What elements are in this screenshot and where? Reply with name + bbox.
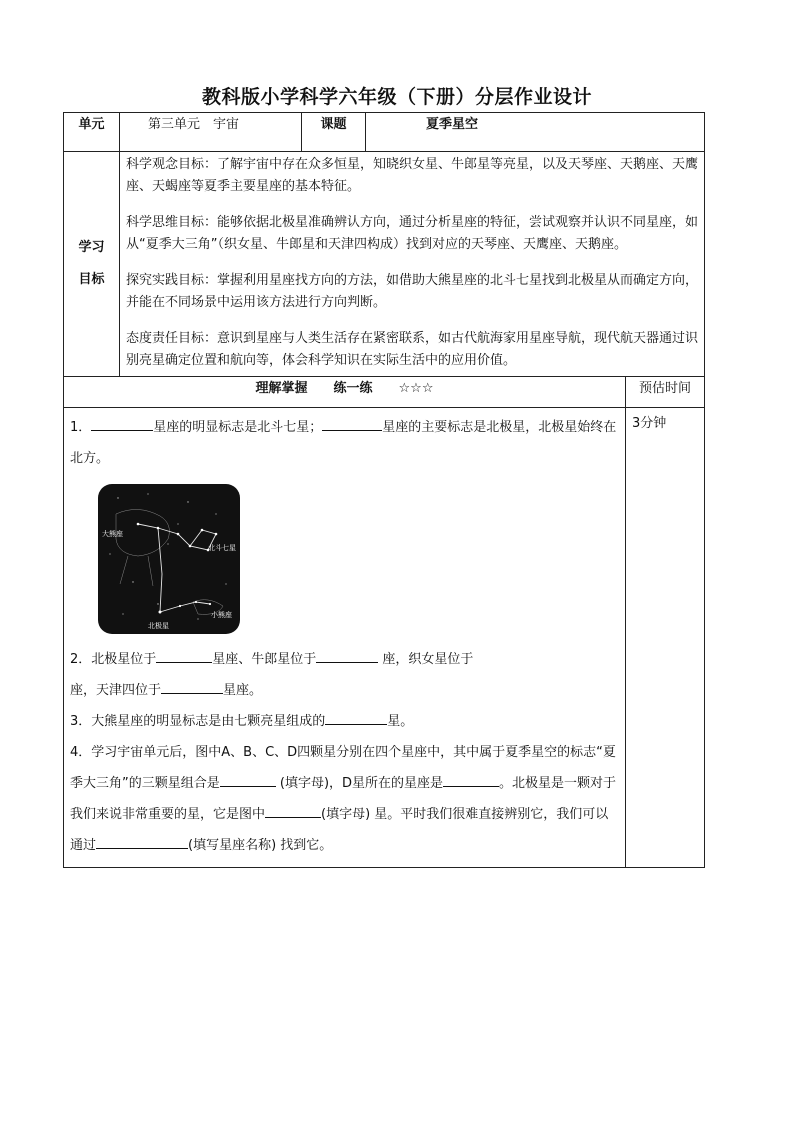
answer-blank[interactable] <box>316 648 378 663</box>
answer-blank[interactable] <box>322 416 382 431</box>
question-2: 2．北极星位于 星座、牛郎星位于 座，织女星位于 <box>70 644 619 675</box>
question-3: 3．大熊星座的明显标志是由七颗亮星组成的 星。 <box>70 706 619 737</box>
goals-label-line1: 学习 <box>78 240 105 255</box>
goals-label <box>64 152 120 377</box>
label-big-dipper: 北斗七星 <box>208 544 236 552</box>
label-ursa-minor: 小熊座 <box>211 611 232 619</box>
star-chart-image <box>98 484 240 634</box>
question-1: 1． 星座的明显标志是北斗七星； 星座的主要标志是北极星，北极星始终在北方。 <box>70 412 619 474</box>
goal-item: 态度责任目标：意识到星座与人类生活存在紧密联系，如古代航海家用星座导航，现代航天器通过识别亮星确定位置和航向等，体会科学知识在实际生活中的应用价值。 <box>126 331 699 368</box>
goals-row <box>64 152 705 377</box>
answer-blank[interactable] <box>91 416 153 431</box>
header-row <box>64 113 705 152</box>
topic-value: 夏季星空 <box>366 113 705 152</box>
unit-value: 第三单元 宇宙 <box>120 113 302 152</box>
section-row <box>64 377 705 408</box>
goals-content <box>120 152 705 377</box>
worksheet-table <box>63 112 705 868</box>
goal-item: 科学思维目标：能够依据北极星准确辨认方向，通过分析星座的特征，尝试观察并认识不同星座，如从“夏季大三角”（织女星、牛郎星和天津四构成）找到对应的天琴座、天鹰座、天鹅座。 <box>126 215 699 252</box>
answer-blank[interactable] <box>265 803 321 818</box>
time-header: 预估时间 <box>626 377 705 408</box>
answer-blank[interactable] <box>156 648 212 663</box>
answer-blank[interactable] <box>220 772 276 787</box>
topic-label: 课题 <box>302 113 366 152</box>
time-value: 3分钟 <box>626 408 705 868</box>
goal-item: 科学观念目标：了解宇宙中存在众多恒星，知晓织女星、牛郎星等亮星，以及天琴座、天鹅座、天鹰座、天蝎座等夏季主要星座的基本特征。 <box>126 157 699 194</box>
unit-label: 单元 <box>64 113 120 152</box>
page-title: 教科版小学科学六年级（下册）分层作业设计 <box>201 86 592 108</box>
goals-label-line2: 目标 <box>78 272 105 287</box>
answer-blank[interactable] <box>161 679 223 694</box>
question-2-cont: 座，天津四位于 星座。 <box>70 675 619 706</box>
label-ursa-major: 大熊座 <box>102 530 123 538</box>
section-title: 理解掌握 练一练 ☆☆☆ <box>64 377 626 408</box>
answer-blank[interactable] <box>96 834 188 849</box>
exercise-content <box>64 408 626 868</box>
star-chart-svg <box>98 484 240 634</box>
question-4: 4．学习宇宙单元后，图中A、B、C、D四颗星分别在四个星座中，其中属于夏季星空的标志“夏季大三角”的三颗星组合是 (填字母)，D星所在的星座是 。北极星是一颗对于我们来说非常重要的星，它是图中 (填字母) 星。平时我们很难直接辨别它，我们可以通过 (填写星座名称) 找到它。 <box>70 745 617 853</box>
answer-blank[interactable] <box>325 710 387 725</box>
goal-item: 探究实践目标：掌握利用星座找方向的方法，如借助大熊星座的北斗七星找到北极星从而确定方向，并能在不同场景中运用该方法进行方向判断。 <box>126 273 699 310</box>
answer-blank[interactable] <box>443 772 499 787</box>
exercise-row <box>64 408 705 868</box>
label-polaris: 北极星 <box>148 622 169 630</box>
